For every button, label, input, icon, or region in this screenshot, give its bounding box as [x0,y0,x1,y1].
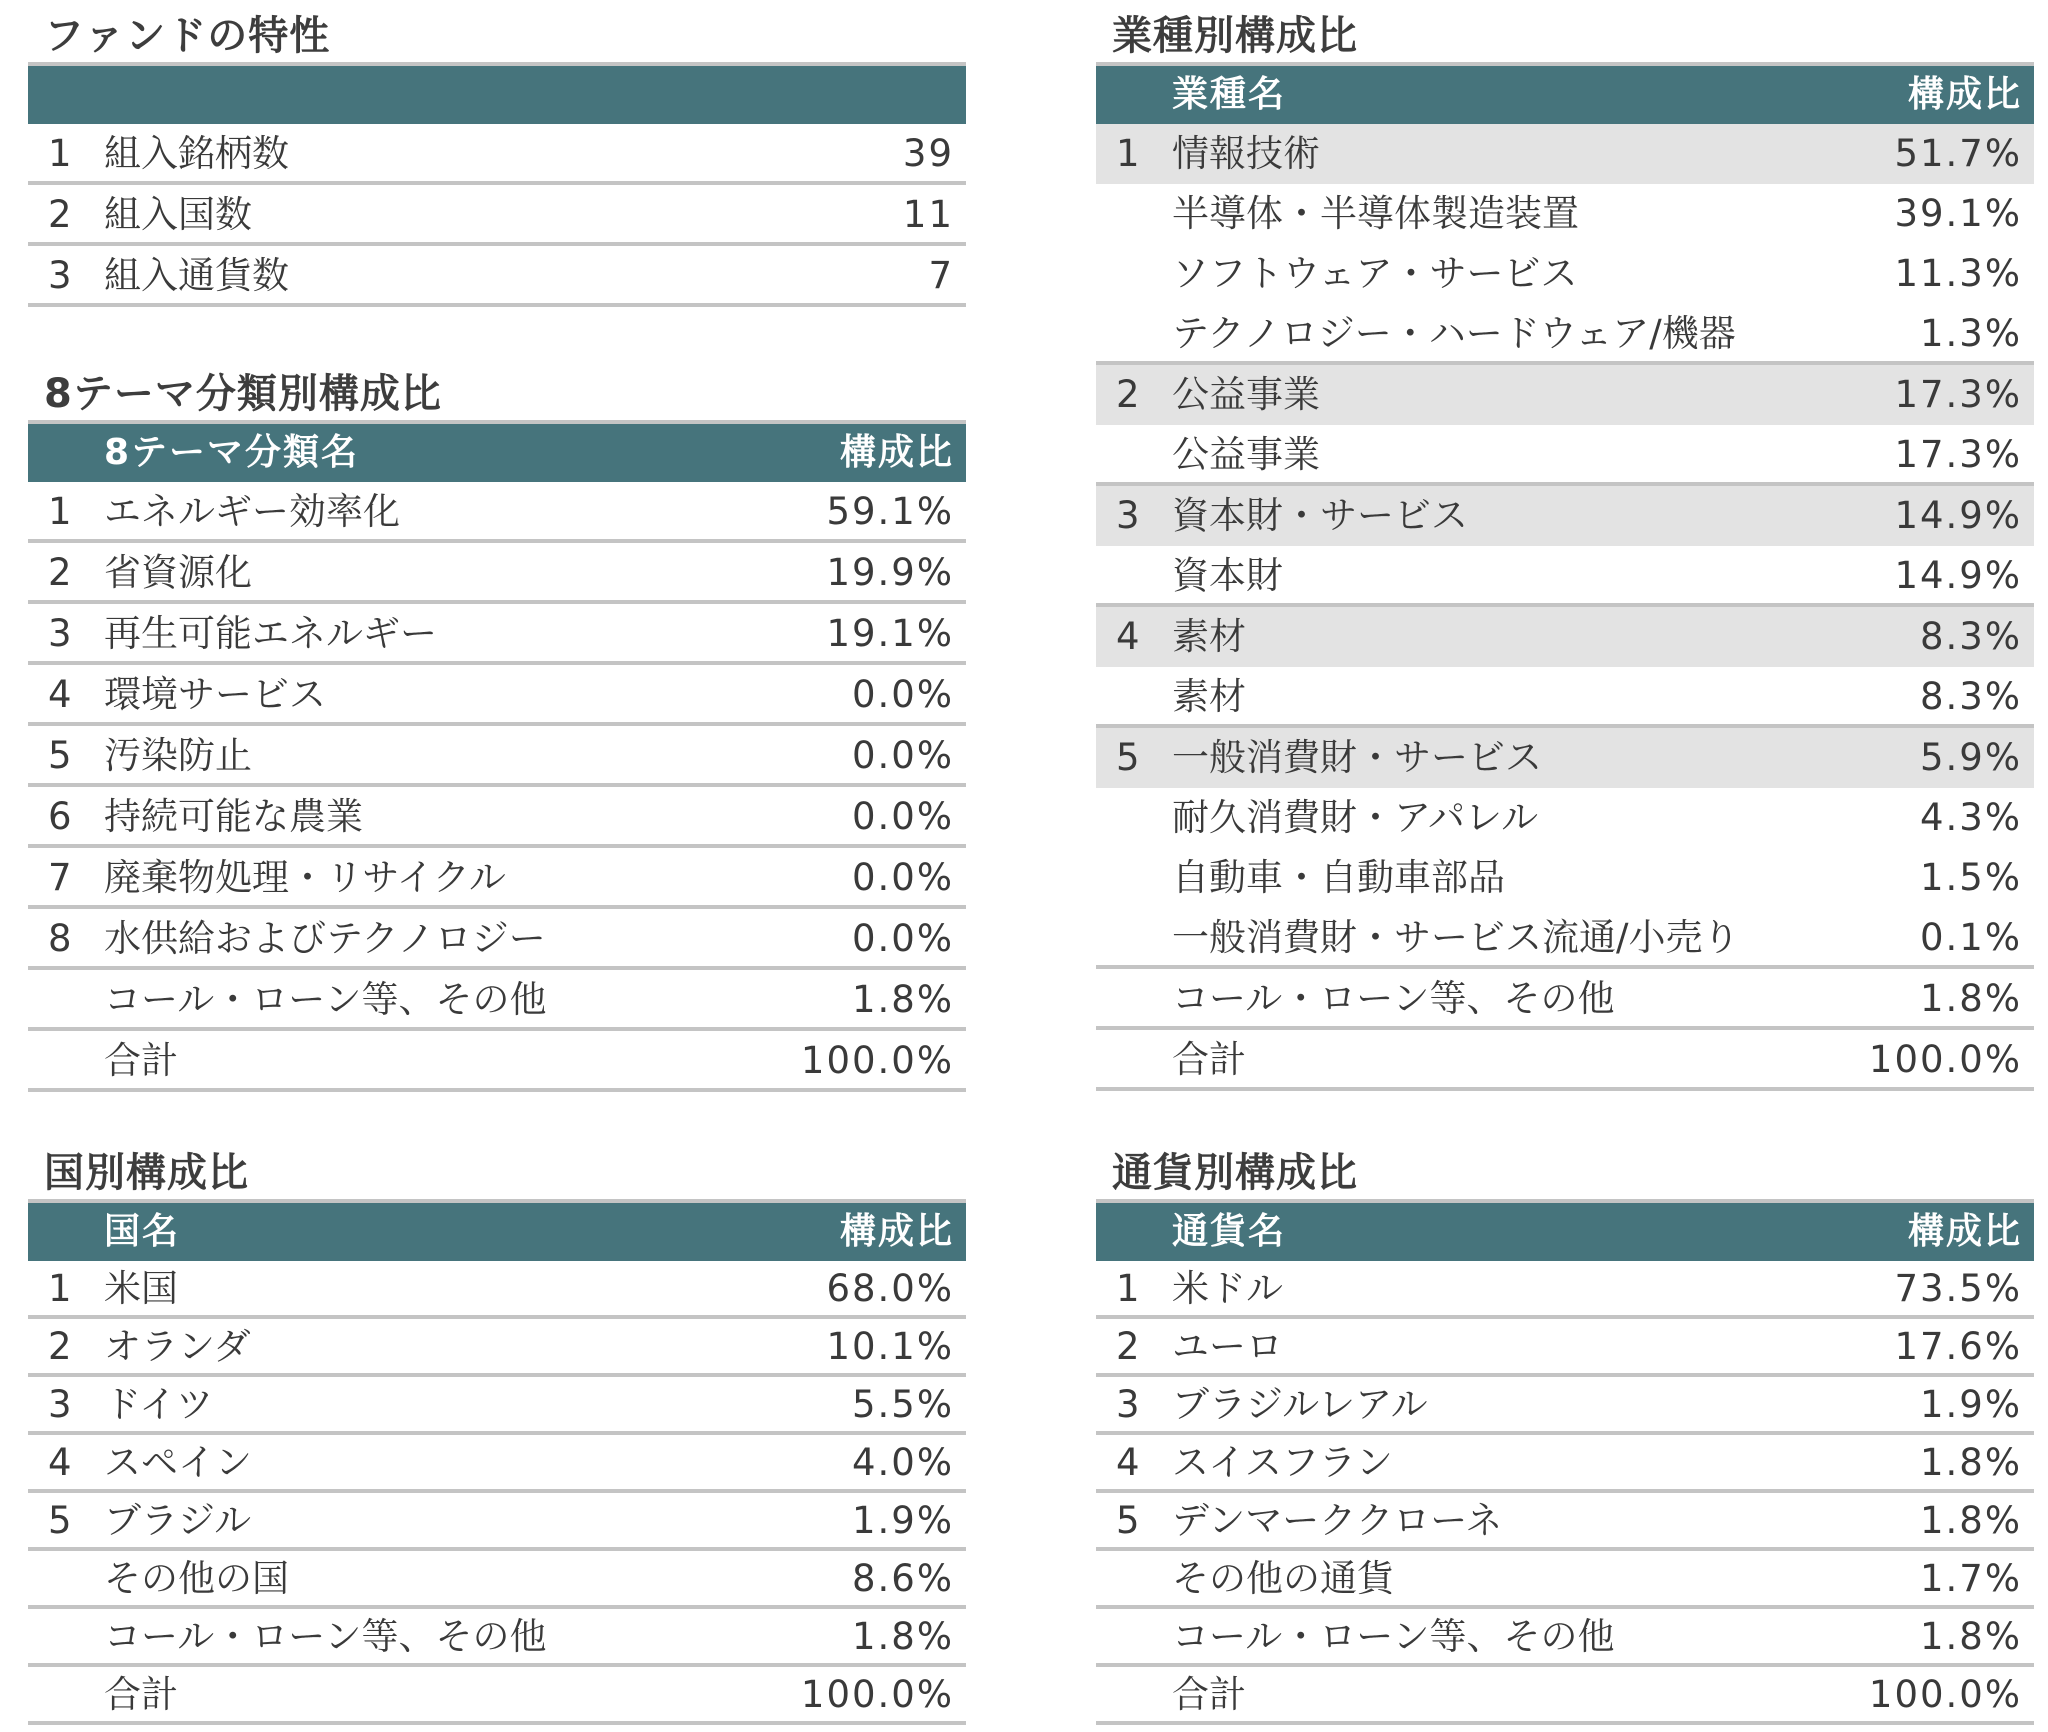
row-value: 17.3% [1894,373,2022,416]
table-row-sub [1096,304,2034,365]
table-row [1096,969,2034,1030]
row-number: 5 [1116,736,1140,779]
header-value: 構成比 [839,432,954,473]
row-label: 省資源化 [104,551,252,594]
row-number: 6 [48,795,72,838]
row-label: ドイツ [104,1383,214,1426]
row-label: 資本財 [1172,554,1283,597]
row-value: 0.1% [1920,916,2022,959]
row-value: 0.0% [852,856,954,899]
table-row-total [28,1031,966,1092]
header-value: 構成比 [839,1211,954,1252]
table-row [28,909,966,970]
table-row [28,1609,966,1667]
row-number: 3 [1116,1383,1140,1426]
table-row [28,604,966,665]
section-title: ファンドの特性 [44,13,331,59]
row-label: 汚染防止 [104,734,252,777]
table-row-group [1096,607,2034,667]
row-label: コール・ローン等、その他 [1172,1615,1615,1658]
table-row [1096,1435,2034,1493]
row-value: 1.8% [1920,977,2022,1020]
table-row [28,185,966,246]
row-value: 1.8% [1920,1499,2022,1542]
table-row [28,1261,966,1319]
row-label: 組入通貨数 [104,254,289,297]
row-label: 公益事業 [1172,433,1320,476]
row-number: 3 [48,254,72,297]
row-label: ブラジルレアル [1172,1383,1428,1426]
row-label: 合計 [104,1673,178,1716]
table-row-sub [1096,546,2034,607]
table-row [28,1377,966,1435]
row-number: 4 [1116,1441,1140,1484]
industry-breakdown-section [1096,10,2034,1091]
row-label: 情報技術 [1172,132,1320,175]
table-row [28,1319,966,1377]
row-label: コール・ローン等、その他 [1172,977,1615,1020]
row-value: 73.5% [1894,1267,2022,1310]
row-value: 51.7% [1894,132,2022,175]
row-label: スイスフラン [1172,1441,1393,1484]
currency-breakdown-section [1096,1147,2034,1725]
theme-breakdown-section [28,368,966,1092]
row-value: 100.0% [1868,1038,2022,1081]
row-number: 5 [1116,1499,1140,1542]
header-name: 国名 [104,1211,181,1252]
row-label: 一般消費財・サービス流通/小売り [1172,916,1740,959]
row-number: 2 [1116,373,1140,416]
row-value: 4.0% [852,1441,954,1484]
table-row-sub [1096,244,2034,304]
table-header [28,62,966,124]
row-value: 0.0% [852,734,954,777]
table-row-total [1096,1667,2034,1725]
table-row [1096,1493,2034,1551]
row-label: ブラジル [104,1499,252,1542]
row-value: 14.9% [1894,554,2022,597]
row-label: その他の国 [104,1557,289,1600]
fund-characteristics-section [28,10,966,307]
row-value: 39.1% [1894,192,2022,235]
row-label: コール・ローン等、その他 [104,978,547,1021]
row-value: 1.8% [852,1615,954,1658]
row-value: 19.1% [826,612,954,655]
table-row [1096,1261,2034,1319]
table-row [1096,1377,2034,1435]
row-value: 59.1% [826,490,954,533]
row-label: ユーロ [1172,1325,1283,1368]
row-value: 8.3% [1920,675,2022,718]
row-label: テクノロジー・ハードウェア/機器 [1172,312,1736,355]
row-value: 11.3% [1894,252,2022,295]
row-value: 17.3% [1894,433,2022,476]
header-name: 8テーマ分類名 [104,432,360,473]
row-number: 1 [48,132,72,175]
row-value: 5.9% [1920,736,2022,779]
header-value: 構成比 [1907,74,2022,115]
table-row [28,726,966,787]
row-number: 3 [48,612,72,655]
row-value: 19.9% [826,551,954,594]
row-value: 4.3% [1920,796,2022,839]
table-row-sub [1096,425,2034,486]
row-label: 耐久消費財・アパレル [1172,796,1539,839]
table-header [1096,62,2034,124]
row-label: 米ドル [1172,1267,1283,1310]
table-row-group [1096,486,2034,546]
row-value: 8.6% [852,1557,954,1600]
row-label: 組入国数 [104,193,252,236]
section-title: 8テーマ分類別構成比 [44,371,442,417]
row-number: 2 [48,193,72,236]
row-value: 11 [902,193,954,236]
row-value: 10.1% [826,1325,954,1368]
row-label: 合計 [1172,1038,1246,1081]
row-label: 半導体・半導体製造装置 [1172,192,1579,235]
table-row [1096,1551,2034,1609]
row-number: 2 [48,1325,72,1368]
row-label: 一般消費財・サービス [1172,736,1542,779]
row-number: 2 [48,551,72,594]
table-row [1096,1319,2034,1377]
row-number: 7 [48,856,72,899]
header-name: 業種名 [1172,74,1287,115]
row-label: 組入銘柄数 [104,132,289,175]
table-row-total [28,1667,966,1725]
row-value: 8.3% [1920,615,2022,658]
table-row-group [1096,728,2034,788]
row-number: 3 [1116,494,1140,537]
row-label: 資本財・サービス [1172,494,1468,537]
row-number: 4 [48,1441,72,1484]
row-label: 公益事業 [1172,373,1320,416]
row-value: 1.7% [1920,1557,2022,1600]
table-row [28,1493,966,1551]
row-label: 素材 [1172,675,1246,718]
row-value: 7 [928,254,954,297]
row-number: 5 [48,734,72,777]
row-label: スペイン [104,1441,252,1484]
table-row [28,970,966,1031]
row-label: 環境サービス [104,673,326,716]
row-value: 1.8% [1920,1615,2022,1658]
table-row-group [1096,124,2034,184]
row-label: 再生可能エネルギー [104,612,437,655]
row-number: 1 [1116,132,1140,175]
table-row [28,1551,966,1609]
table-header [1096,1199,2034,1261]
row-number: 3 [48,1383,72,1426]
row-number: 1 [1116,1267,1140,1310]
row-value: 0.0% [852,917,954,960]
table-row-sub [1096,788,2034,848]
row-value: 0.0% [852,795,954,838]
table-row [28,482,966,543]
row-number: 5 [48,1499,72,1542]
row-value: 39 [902,132,954,175]
section-title: 通貨別構成比 [1112,1150,1358,1196]
table-row-sub [1096,184,2034,244]
row-value: 1.9% [1920,1383,2022,1426]
row-label: 米国 [104,1267,178,1310]
row-label: その他の通貨 [1172,1557,1394,1600]
row-label: 自動車・自動車部品 [1172,856,1505,899]
table-row [28,124,966,185]
row-value: 0.0% [852,673,954,716]
row-number: 1 [48,490,72,533]
row-value: 100.0% [800,1039,954,1082]
row-value: 68.0% [826,1267,954,1310]
row-value: 1.3% [1920,312,2022,355]
header-name: 通貨名 [1172,1211,1287,1252]
row-value: 1.8% [1920,1441,2022,1484]
row-label: オランダ [104,1325,251,1368]
table-row [28,848,966,909]
table-row [28,246,966,307]
table-header [28,420,966,482]
table-row [28,665,966,726]
row-label: 水供給およびテクノロジー [104,917,546,960]
row-value: 14.9% [1894,494,2022,537]
table-row-sub [1096,848,2034,908]
row-number: 4 [48,673,72,716]
table-header [28,1199,966,1261]
table-row-sub [1096,908,2034,969]
row-number: 2 [1116,1325,1140,1368]
section-title: 業種別構成比 [1112,13,1358,59]
table-row [28,543,966,604]
row-label: エネルギー効率化 [104,490,400,533]
row-label: 合計 [104,1039,178,1082]
table-row [1096,1609,2034,1667]
section-title: 国別構成比 [44,1150,249,1196]
row-label: 持続可能な農業 [104,795,363,838]
row-label: 廃棄物処理・リサイクル [104,856,506,899]
table-row-group [1096,365,2034,425]
row-label: 合計 [1172,1673,1246,1716]
header-value: 構成比 [1907,1211,2022,1252]
row-label: 素材 [1172,615,1246,658]
table-row-sub [1096,667,2034,728]
table-row [28,1435,966,1493]
row-value: 5.5% [852,1383,954,1426]
row-value: 17.6% [1894,1325,2022,1368]
table-row [28,787,966,848]
row-value: 1.9% [852,1499,954,1542]
row-value: 1.5% [1920,856,2022,899]
row-number: 1 [48,1267,72,1310]
row-value: 100.0% [800,1673,954,1716]
table-row-total [1096,1030,2034,1091]
row-value: 100.0% [1868,1673,2022,1716]
row-label: コール・ローン等、その他 [104,1615,547,1658]
row-value: 1.8% [852,978,954,1021]
row-number: 8 [48,917,72,960]
row-label: ソフトウェア・サービス [1172,252,1578,295]
row-number: 4 [1116,615,1140,658]
row-label: デンマーククローネ [1172,1499,1503,1542]
country-breakdown-section [28,1147,966,1725]
